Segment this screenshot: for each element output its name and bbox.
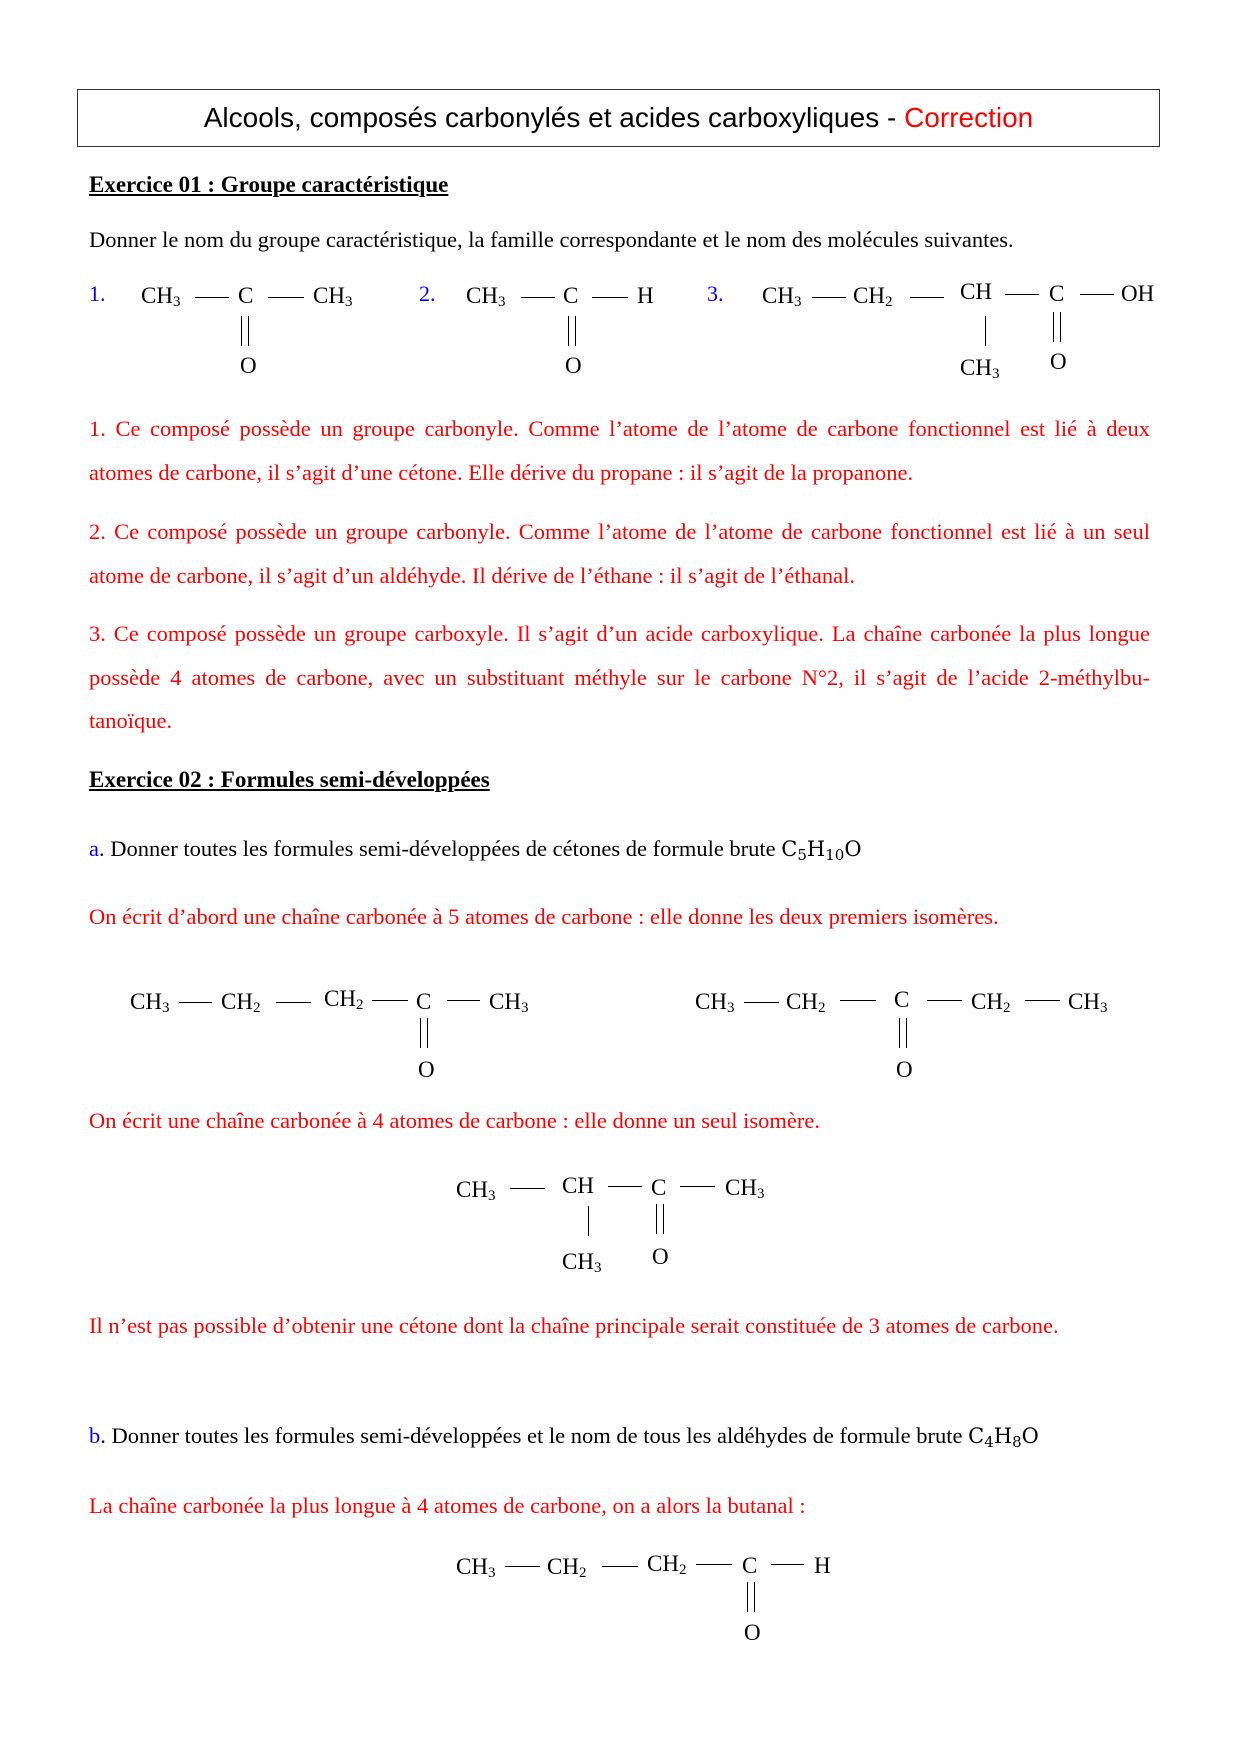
- single-bond-vertical: [588, 1206, 589, 1236]
- double-bond: [568, 316, 576, 346]
- single-bond: [910, 297, 944, 298]
- brute-formula: $C_5H_{10}O$: [781, 837, 862, 864]
- single-bond: [505, 1566, 540, 1567]
- question-a: [89, 827, 1150, 878]
- answer-3: 3. Ce composé possède un groupe carboxyle. Il s’agit d’un acide carboxylique. La chaîne carbonée la plus longue possède 4 atomes de carbone, avec un substituant méthyle sur le carbone N°2, il s’agit de l’acide 2-méthylbu-tanoïque.: [89, 621, 1150, 733]
- double-bond: [899, 1018, 907, 1048]
- atom: C: [742, 1553, 758, 1578]
- atom: $CH_2$: [324, 986, 364, 1013]
- single-bond: [927, 1000, 962, 1001]
- atom: O: [1050, 349, 1067, 374]
- single-bond: [812, 297, 846, 298]
- single-bond: [276, 1002, 311, 1003]
- formula-number: 2.: [419, 281, 436, 306]
- brute-formula: $C_4H_8O$: [968, 1424, 1039, 1451]
- atom: $CH_2$: [221, 989, 261, 1016]
- atom: C: [651, 1175, 667, 1200]
- atom: $CH_3$: [130, 989, 170, 1016]
- atom: $CH_2$: [647, 1551, 687, 1578]
- atom: $CH_3$: [725, 1175, 765, 1202]
- atom: $CH_3$: [1068, 989, 1108, 1016]
- single-bond: [447, 1000, 480, 1001]
- question-a-text: . Donner toutes les formules semi-développées de cétones de formule brute: [99, 836, 782, 861]
- atom: $CH_3$: [466, 283, 506, 310]
- single-bond: [840, 1000, 876, 1001]
- atom: $CH_3$: [762, 283, 802, 310]
- single-bond: [521, 297, 555, 298]
- single-bond: [592, 297, 628, 298]
- double-bond: [656, 1204, 664, 1234]
- single-bond: [680, 1186, 715, 1187]
- atom: $CH_2$: [853, 283, 893, 310]
- atom: O: [744, 1620, 761, 1645]
- atom: H: [637, 283, 654, 308]
- single-bond: [602, 1566, 638, 1567]
- atom: $CH_2$: [786, 989, 826, 1016]
- single-bond: [1025, 1000, 1060, 1001]
- answer-1: 1. Ce composé possède un groupe carbonyle. Comme l’atome de l’atome de carbone fonctionnel est lié à deux atomes de carbone, il s’agit d’une cétone. Elle dérive du propane : il s’agit de la propanone.: [89, 416, 1150, 485]
- title: Alcools, composés carbonylés et acides carboxyliques -: [203, 102, 905, 133]
- atom: O: [565, 353, 582, 378]
- question-a-label: a: [89, 836, 99, 861]
- atom: CH: [960, 279, 992, 304]
- exercise-01-instruction: Donner le nom du groupe caractéristique, la famille correspondante et le nom des molécules suivantes.: [89, 227, 1014, 252]
- exercise-01-heading: Exercice 01 : Groupe caractéristique: [89, 172, 449, 197]
- atom: $CH_2$: [971, 989, 1011, 1016]
- answer-b: La chaîne carbonée la plus longue à 4 atomes de carbone, on a alors la butanal :: [89, 1493, 806, 1518]
- atom: H: [814, 1553, 831, 1578]
- double-bond: [1053, 312, 1061, 342]
- single-bond: [179, 1002, 212, 1003]
- atom: $CH_3$: [489, 989, 529, 1016]
- exercise-02-heading: Exercice 02 : Formules semi-développées: [89, 767, 490, 792]
- formula-number: 3.: [707, 281, 724, 306]
- atom: C: [563, 283, 579, 308]
- single-bond: [744, 1002, 779, 1003]
- atom: O: [240, 353, 257, 378]
- title-correction: Correction: [904, 102, 1034, 133]
- question-b-text: . Donner toutes les formules semi-développées et le nom de tous les aldéhydes de formule brute: [100, 1423, 969, 1448]
- formula-number: 1.: [89, 281, 106, 306]
- atom: $CH_3$: [456, 1177, 496, 1204]
- question-b-label: b: [89, 1423, 101, 1448]
- answer-a-3: Il n’est pas possible d’obtenir une cétone dont la chaîne principale serait constituée de 3 atomes de carbone.: [89, 1313, 1059, 1338]
- atom: C: [894, 987, 910, 1012]
- double-bond: [241, 316, 249, 346]
- answer-a-2: On écrit une chaîne carbonée à 4 atomes de carbone : elle donne un seul isomère.: [89, 1108, 820, 1133]
- atom: O: [896, 1057, 913, 1082]
- title-box: [77, 89, 1160, 147]
- atom: $CH_3$: [456, 1554, 496, 1581]
- single-bond-vertical: [985, 316, 986, 346]
- double-bond: [747, 1582, 755, 1612]
- single-bond: [268, 297, 304, 298]
- atom: O: [652, 1244, 669, 1269]
- answer-2: 2. Ce composé possède un groupe carbonyle. Comme l’atome de l’atome de carbone fonctionnel est lié à un seul atome de carbone, il s’agit d’un aldéhyde. Il dérive de l’éthane : il s’agit de l’éthanal.: [89, 519, 1150, 588]
- atom: O: [418, 1057, 435, 1082]
- single-bond: [372, 1000, 408, 1001]
- single-bond: [696, 1564, 732, 1565]
- atom: C: [416, 989, 432, 1014]
- atom: CH: [562, 1173, 594, 1198]
- atom: C: [1049, 281, 1065, 306]
- atom: OH: [1121, 281, 1155, 306]
- question-b: [89, 1414, 1150, 1465]
- atom: $CH_3$: [141, 283, 181, 310]
- single-bond: [771, 1564, 804, 1565]
- atom: $CH_3$: [960, 355, 1000, 382]
- double-bond: [420, 1018, 428, 1048]
- single-bond: [1005, 294, 1039, 295]
- single-bond: [1080, 294, 1114, 295]
- answer-a-1: On écrit d’abord une chaîne carbonée à 5 atomes de carbone : elle donne les deux premiers isomères.: [89, 904, 999, 929]
- single-bond: [510, 1188, 545, 1189]
- atom: $CH_2$: [547, 1554, 587, 1581]
- single-bond: [195, 297, 229, 298]
- single-bond: [608, 1186, 642, 1187]
- atom: $CH_3$: [562, 1249, 602, 1276]
- atom: $CH_3$: [313, 283, 353, 310]
- atom: $CH_3$: [695, 989, 735, 1016]
- atom: C: [238, 283, 254, 308]
